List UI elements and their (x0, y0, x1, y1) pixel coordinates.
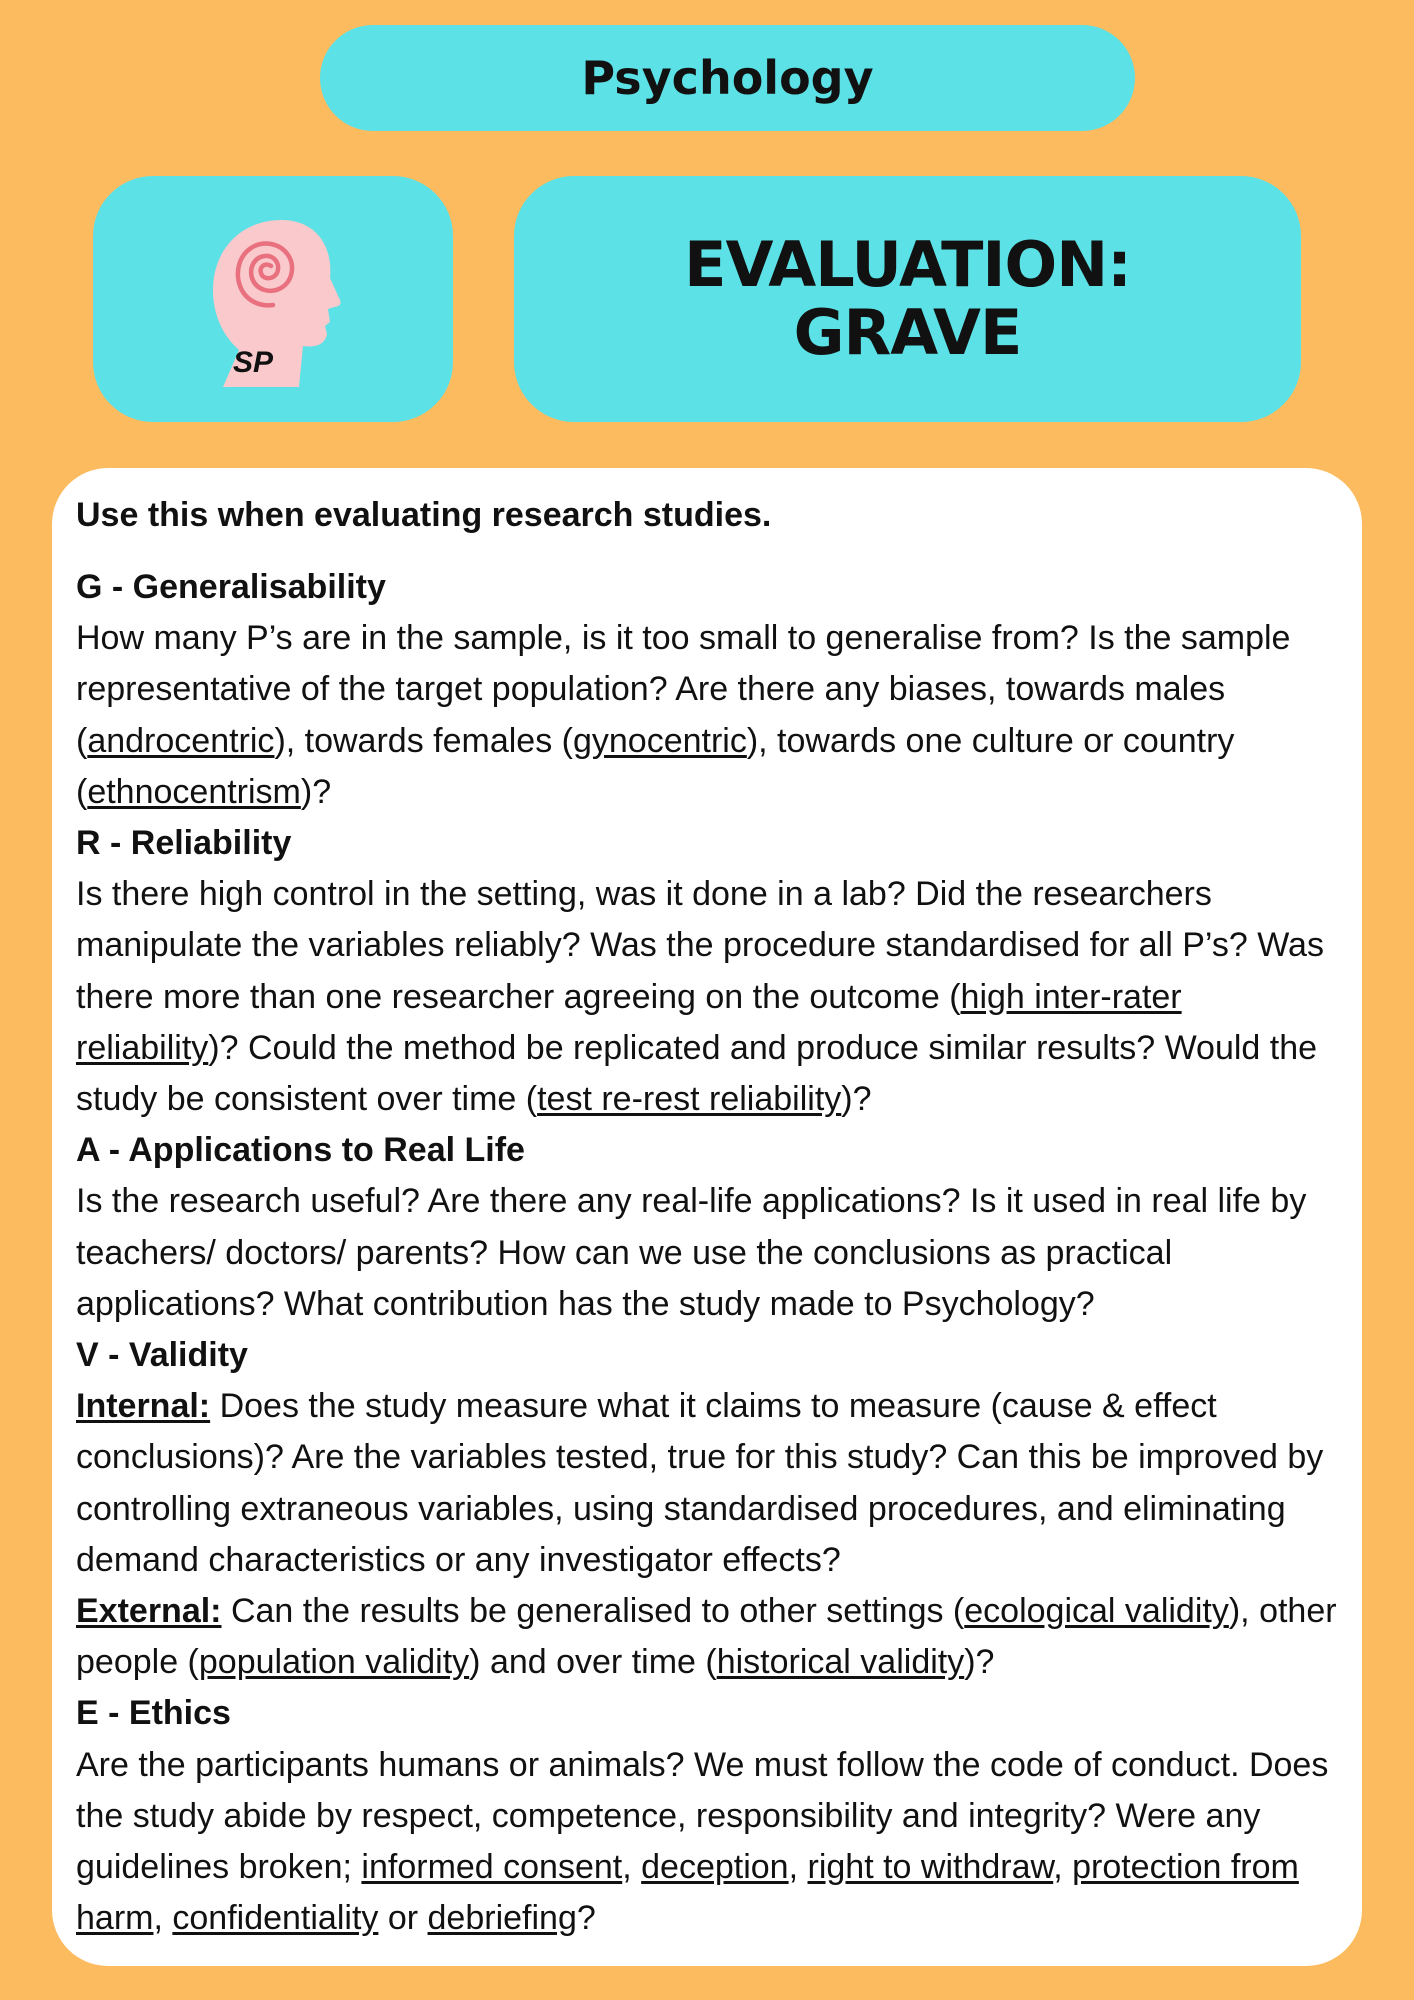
text-run: Does the study measure what it claims to measure (cause & effect conclusions)? Are the variables tested, true for this study? Can this be improved by controlling extraneous variables, using standardised procedures, and eliminating demand characteristics or any investigator effects? (76, 1387, 1324, 1579)
intro-text: Use this when evaluating research studies. (76, 496, 772, 534)
term-ethnocentrism: ethnocentrism (87, 772, 301, 811)
text-run: , (153, 1899, 173, 1938)
term-historical-validity: historical validity (716, 1643, 965, 1682)
text-run: Is there high control in the setting, was it done in a lab? Did the researchers manipulate the variables reliably? Was the procedure standardised for all P’s? Was there more than one researcher agreeing on the outcome ( (76, 875, 1324, 1016)
text-run: or (378, 1899, 428, 1938)
text-run: )? (964, 1643, 995, 1682)
term-gynocentric: gynocentric (572, 721, 747, 760)
text-run: ) and over time ( (469, 1643, 717, 1682)
text-run: )? (841, 1080, 872, 1119)
text-run: , (622, 1848, 642, 1887)
text-run: ), towards females ( (274, 721, 573, 760)
term-androcentric: androcentric (87, 721, 275, 760)
section-text-internal-validity (76, 1381, 1338, 1586)
title-card (514, 176, 1301, 422)
text-run: Can the results be generalised to other settings ( (221, 1592, 965, 1631)
text-run: How many P’s are in the sample, is it too small to generalise from? Is the sample representative of the target population? Are there any biases, towards males ( (76, 619, 1291, 760)
section-text-external-validity (76, 1586, 1338, 1688)
text-run: ), other people ( (76, 1592, 1337, 1682)
text-run: )? (300, 772, 332, 811)
section-text-generalisability (76, 613, 1338, 818)
title-line-1: EVALUATION: (684, 228, 1131, 301)
text-run: , (1053, 1848, 1073, 1887)
section-heading-generalisability: G - Generalisability (76, 568, 386, 606)
term-inter-rater-reliability: high inter-rater reliability (76, 977, 1182, 1067)
section-heading-ethics: E - Ethics (76, 1694, 231, 1733)
text-run: ), towards one culture or country ( (76, 721, 1235, 811)
external-label: External: (76, 1592, 222, 1631)
term-protection-from-harm: protection from harm (76, 1848, 1299, 1938)
internal-label: Internal: (76, 1387, 211, 1426)
text-run: , (788, 1848, 808, 1887)
section-text-reliability (76, 869, 1338, 1125)
section-heading-applications: A - Applications to Real Life (76, 1131, 525, 1170)
section-heading-reliability: R - Reliability (76, 824, 292, 863)
term-informed-consent: informed consent (361, 1848, 623, 1887)
content-card (52, 468, 1362, 1966)
term-confidentiality: confidentiality (172, 1899, 379, 1938)
term-right-to-withdraw: right to withdraw (807, 1848, 1054, 1887)
title-line-2: GRAVE (793, 296, 1022, 369)
term-population-validity: population validity (198, 1643, 470, 1682)
text-run: Are the participants humans or animals? We must follow the code of conduct. Does the study abide by respect, competence, responsibility and integrity? Were any guidelines broken; (76, 1745, 1329, 1887)
section-text-ethics (76, 1740, 1338, 1945)
term-deception: deception (641, 1848, 789, 1887)
text-run: )? Could the method be replicated and produce similar results? Would the study be consistent over time ( (76, 1028, 1318, 1119)
term-test-retest-reliability: test re-rest reliability (537, 1080, 842, 1119)
term-debriefing: debriefing (427, 1899, 577, 1938)
text-run: ? (576, 1899, 596, 1938)
logo-card (93, 176, 453, 422)
subject-title: Psychology (320, 25, 1135, 131)
head-spiral-logo-icon (203, 212, 343, 387)
section-heading-validity: V - Validity (76, 1336, 248, 1375)
term-ecological-validity: ecological validity (964, 1592, 1229, 1631)
section-text-applications: Is the research useful? Are there any real-life applications? Is it used in real life by teachers/ doctors/ parents? How can we use the conclusions as practical applications? What contribution has the study made to Psychology? (76, 1182, 1307, 1323)
logo-initials: SP (233, 346, 274, 379)
